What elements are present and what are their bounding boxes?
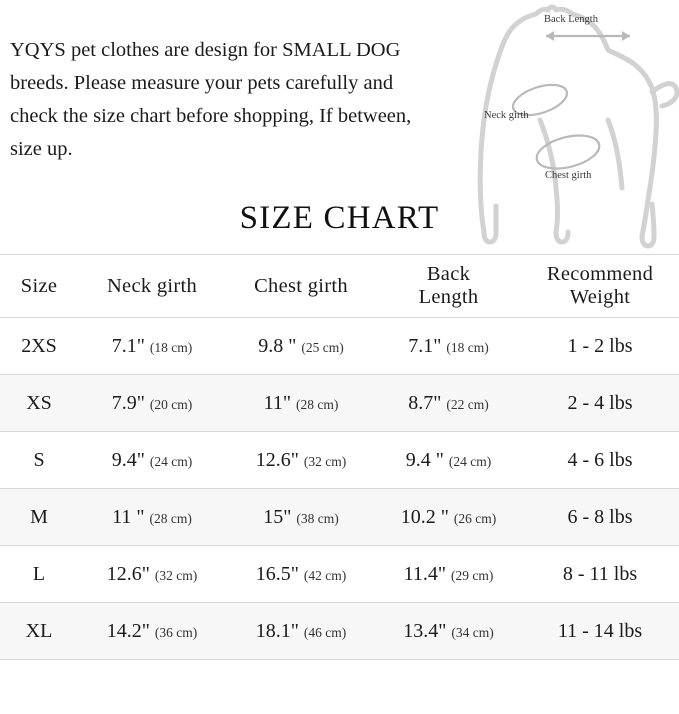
cell-back-length-cm: (18 cm)	[446, 339, 489, 355]
cell-back-length	[376, 546, 521, 603]
cell-size: XS	[0, 375, 78, 432]
cell-neck-girth-inches: 9.4"	[111, 448, 145, 471]
table-row	[0, 489, 679, 546]
cell-chest-girth-inches: 16.5"	[255, 562, 299, 585]
cell-chest-girth-inches: 11"	[263, 391, 292, 414]
table-row	[0, 603, 679, 660]
diagram-label-chest-girth: Chest girth	[545, 170, 592, 181]
column-header-back-length-line2: Length	[418, 286, 479, 308]
cell-chest-girth-cm: (38 cm)	[296, 510, 339, 526]
cell-size: XL	[0, 603, 78, 660]
cell-neck-girth	[78, 318, 226, 375]
cell-neck-girth-cm: (20 cm)	[149, 396, 193, 412]
diagram-label-neck-girth: Neck girth	[484, 110, 529, 121]
table-row	[0, 546, 679, 603]
cell-recommend-weight: 11 - 14 lbs	[521, 603, 679, 660]
cell-neck-girth-cm: (24 cm)	[149, 453, 193, 469]
table-footer-spacer	[0, 660, 679, 697]
cell-neck-girth-cm: (18 cm)	[149, 339, 193, 355]
cell-neck-girth	[78, 603, 226, 660]
cell-back-length-inches: 9.4 "	[405, 448, 444, 471]
table-header	[0, 255, 679, 318]
cell-chest-girth	[226, 489, 376, 546]
column-header-neck-girth: Neck girth	[78, 255, 226, 318]
page-title: SIZE CHART	[239, 200, 440, 236]
column-header-recommend-weight-line2: Weight	[569, 286, 631, 308]
column-header-recommend-weight-line1: Recommend	[546, 263, 654, 285]
cell-back-length-inches: 10.2 "	[400, 505, 449, 528]
cell-neck-girth-inches: 7.9"	[111, 391, 145, 414]
cell-chest-girth-inches: 12.6"	[255, 448, 299, 471]
cell-chest-girth-cm: (28 cm)	[296, 396, 339, 412]
cell-neck-girth	[78, 375, 226, 432]
cell-chest-girth-cm: (46 cm)	[303, 624, 347, 640]
cell-back-length-cm: (24 cm)	[448, 453, 492, 469]
cell-back-length-cm: (29 cm)	[451, 567, 494, 583]
cell-recommend-weight: 1 - 2 lbs	[521, 318, 679, 375]
cell-back-length-cm: (34 cm)	[451, 624, 494, 640]
cell-recommend-weight: 4 - 6 lbs	[521, 432, 679, 489]
table-footer-row	[0, 660, 679, 697]
cell-size: 2XS	[0, 318, 78, 375]
cell-chest-girth-cm: (25 cm)	[301, 339, 344, 355]
cell-recommend-weight: 2 - 4 lbs	[521, 375, 679, 432]
cell-chest-girth-inches: 15"	[263, 505, 292, 528]
cell-back-length-cm: (22 cm)	[446, 396, 489, 412]
cell-chest-girth	[226, 318, 376, 375]
cell-size: L	[0, 546, 78, 603]
cell-chest-girth	[226, 546, 376, 603]
cell-chest-girth	[226, 603, 376, 660]
table-row	[0, 318, 679, 375]
cell-back-length-inches: 13.4"	[403, 619, 447, 642]
cell-chest-girth	[226, 375, 376, 432]
cell-back-length	[376, 318, 521, 375]
cell-chest-girth-inches: 9.8 "	[258, 334, 297, 357]
cell-neck-girth-cm: (36 cm)	[154, 624, 198, 640]
cell-chest-girth	[226, 432, 376, 489]
column-header-chest-girth: Chest girth	[226, 255, 376, 318]
table-footer	[0, 660, 679, 697]
cell-recommend-weight: 6 - 8 lbs	[521, 489, 679, 546]
size-chart-table	[0, 254, 679, 696]
cell-neck-girth-cm: (32 cm)	[154, 567, 198, 583]
cell-recommend-weight: 8 - 11 lbs	[521, 546, 679, 603]
column-header-back-length	[376, 255, 521, 318]
cell-back-length-inches: 7.1"	[408, 334, 442, 357]
intro-paragraph: YQYS pet clothes are design for SMALL DOG breeds. Please measure your pets carefully and check the size chart before shopping, If between, size up.	[10, 39, 412, 160]
cell-neck-girth-inches: 11 "	[112, 505, 145, 528]
cell-chest-girth-cm: (42 cm)	[303, 567, 347, 583]
cell-back-length	[376, 375, 521, 432]
cell-neck-girth-inches: 7.1"	[111, 334, 145, 357]
column-header-size: Size	[0, 255, 78, 318]
cell-back-length	[376, 603, 521, 660]
cell-neck-girth	[78, 432, 226, 489]
cell-neck-girth-cm: (28 cm)	[149, 510, 192, 526]
cell-neck-girth	[78, 546, 226, 603]
cell-size: S	[0, 432, 78, 489]
cell-back-length	[376, 489, 521, 546]
table-row	[0, 375, 679, 432]
cell-chest-girth-cm: (32 cm)	[303, 453, 347, 469]
cell-neck-girth-inches: 14.2"	[106, 619, 150, 642]
cell-back-length-inches: 8.7"	[408, 391, 442, 414]
cell-back-length	[376, 432, 521, 489]
table-body	[0, 318, 679, 660]
column-header-back-length-line1: Back	[426, 263, 471, 285]
cell-size: M	[0, 489, 78, 546]
table-row	[0, 432, 679, 489]
cell-back-length-cm: (26 cm)	[453, 510, 497, 526]
cell-chest-girth-inches: 18.1"	[255, 619, 299, 642]
diagram-label-back-length: Back Length	[544, 14, 598, 25]
table-header-row	[0, 255, 679, 318]
cell-neck-girth	[78, 489, 226, 546]
column-header-recommend-weight	[521, 255, 679, 318]
cell-neck-girth-inches: 12.6"	[106, 562, 150, 585]
cell-back-length-inches: 11.4"	[403, 562, 447, 585]
